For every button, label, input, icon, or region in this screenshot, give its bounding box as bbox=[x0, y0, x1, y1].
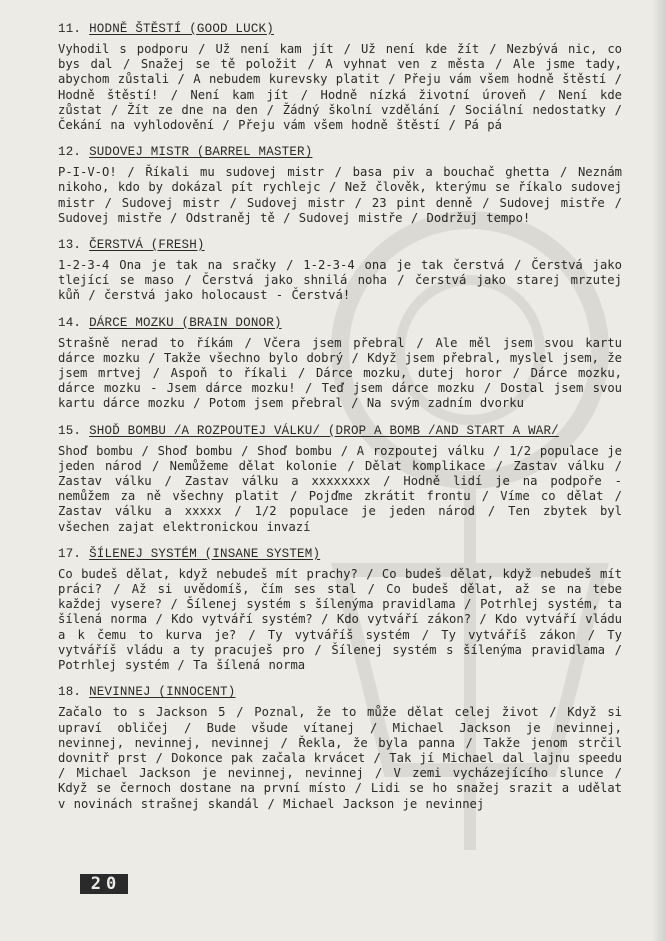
song-number: 15. bbox=[58, 423, 82, 438]
song-section bbox=[58, 424, 622, 535]
song-heading bbox=[58, 316, 622, 330]
song-heading bbox=[58, 238, 622, 252]
song-lyrics: Shoď bombu / Shoď bombu / Shoď bombu / A rozpoutej válku / 1/2 populace je jeden národ / Nemůžeme dělat kolonie / Dělat komplikace / Zastav válku / Zastav válku / Zastav válku a xxxxxxxx / Hodně lidí je na podpoře - nemůžem za ně všechny platit / Pojďme zkrátit frontu / Víme co dělat / Zastav válku a xxxxx / 1/2 populace je jeden národ / Ten zbytek byl všechen zajat elektronickou invazí bbox=[58, 443, 622, 534]
page-number-badge: 20 bbox=[80, 874, 128, 894]
song-number: 11. bbox=[58, 22, 82, 36]
song-lyrics: Začalo to s Jackson 5 / Poznal, že to může dělat celej život / Když si upraví obličej / Bude všude vítanej / Michael Jackson je nevinnej, nevinnej, nevinnej, nevinnej / Řekla, že byla panna / Takže jenom strčil dovnitř prst / Dokonce pak začala krvácet / Tak jí Michael dal lajnu speedu / Michael Jackson je nevinnej, nevinnej / V zemi vycházejícího slunce / Když se černoch dostane na první místo / Lidi se ho snažej srazit a udělat v novinách strašnej skandál / Michael Jackson je nevinnej bbox=[58, 705, 622, 811]
song-number: 18. bbox=[58, 685, 82, 700]
song-section bbox=[58, 316, 622, 412]
song-lyrics: P-I-V-O! / Říkali mu sudovej mistr / basa piv a bouchač ghetta / Neznám nikoho, kdo by dokázal pít rychlejc / Než člověk, kterýmu se říkalo sudovej mistr / Sudovej mistr / Sudovej mistr / 23 pint denně / Sudovej mistře / Sudovej mistře / Odstraněj tě / Sudovej mistře / Dodržuj tempo! bbox=[58, 165, 622, 225]
song-section bbox=[58, 22, 622, 133]
song-title: NEVINNEJ (INNOCENT) bbox=[89, 685, 236, 700]
song-number: 14. bbox=[58, 315, 82, 330]
song-section bbox=[58, 145, 622, 226]
song-heading bbox=[58, 547, 622, 561]
song-title: SUDOVEJ MISTR (BARREL MASTER) bbox=[89, 145, 313, 160]
song-heading bbox=[58, 424, 622, 438]
song-lyrics: Vyhodil s podporu / Už není kam jít / Už není kde žít / Nezbývá nic, co bys dal / Snažej se tě položit / A vyhnat ven z města / Ale jsme tady, abychom zůstali / A nebudem kurevsky platit / Přeju vám všem hodně štěstí / Hodně štěstí! / Není kam jít / Hodně nízká životní úroveň / Není kde zůstat / Žít ze dne na den / Žádný školní vzdělání / Sociální nedostatky / Čekání na vyhlodovění / Přeju vám všem hodně štěstí / Pá pá bbox=[58, 42, 622, 133]
song-heading bbox=[58, 685, 622, 699]
page-edge-shadow bbox=[652, 0, 666, 941]
song-heading bbox=[58, 145, 622, 159]
song-title: ČERSTVÁ (FRESH) bbox=[89, 238, 205, 253]
song-lyrics: Strašně nerad to říkám / Včera jsem přebral / Ale měl jsem svou kartu dárce mozku / Takže všechno bylo dobrý / Když jsem přebral, myslel jsem, že jsem mrtvej / Aspoň to říkali / Dárce mozku, dutej horor / Dárce mozku, dárce mozku - Jsem dárce mozku! / Teď jsem dárce mozku / Dostal jsem svou kartu dárce mozku / Potom jsem přebral / Na svým zadním dvorku bbox=[58, 335, 622, 411]
song-title: HODNĚ ŠTĚSTÍ (GOOD LUCK) bbox=[89, 22, 274, 36]
song-title: SHOĎ BOMBU /A ROZPOUTEJ VÁLKU/ (DROP A BOMB /AND START A WAR/ bbox=[89, 423, 559, 438]
song-number: 12. bbox=[58, 145, 82, 160]
song-lyrics: Co budeš dělat, když nebudeš mít prachy? / Co budeš dělat, když nebudeš mít práci? / Až si uvědomíš, čím ses stal / Co budeš dělat, až se na tebe každej vysere? / Šílenej systém s šílenýma pravidlama / Potrhlej systém, ta šílená norma / Kdo vytváří systém? / Kdo vytváří zákon? / Kdo vytváří vládu a k čemu to kurva je? / Ty vytváříš systém / Ty vytváříš zákon / Ty vytváříš vládu a ty pracuješ pro / Šílenej systém s šílenýma pravidlama / Potrhlej systém / Ta šílená norma bbox=[58, 566, 622, 673]
song-heading bbox=[58, 22, 622, 36]
song-section bbox=[58, 685, 622, 811]
song-lyrics: 1-2-3-4 Ona je tak na sračky / 1-2-3-4 ona je tak čerstvá / Čerstvá jako tlející se maso / Čerstvá jako shnilá noha / čerstvá jako starej mrzutej kůň / čerstvá jako holocaust - Čerstvá! bbox=[58, 258, 622, 303]
song-title: ŠÍLENEJ SYSTÉM (INSANE SYSTEM) bbox=[89, 546, 321, 561]
song-title: DÁRCE MOZKU (BRAIN DONOR) bbox=[89, 315, 282, 330]
song-section bbox=[58, 547, 622, 673]
song-number: 17. bbox=[58, 546, 82, 561]
song-number: 13. bbox=[58, 238, 82, 253]
song-section bbox=[58, 238, 622, 304]
